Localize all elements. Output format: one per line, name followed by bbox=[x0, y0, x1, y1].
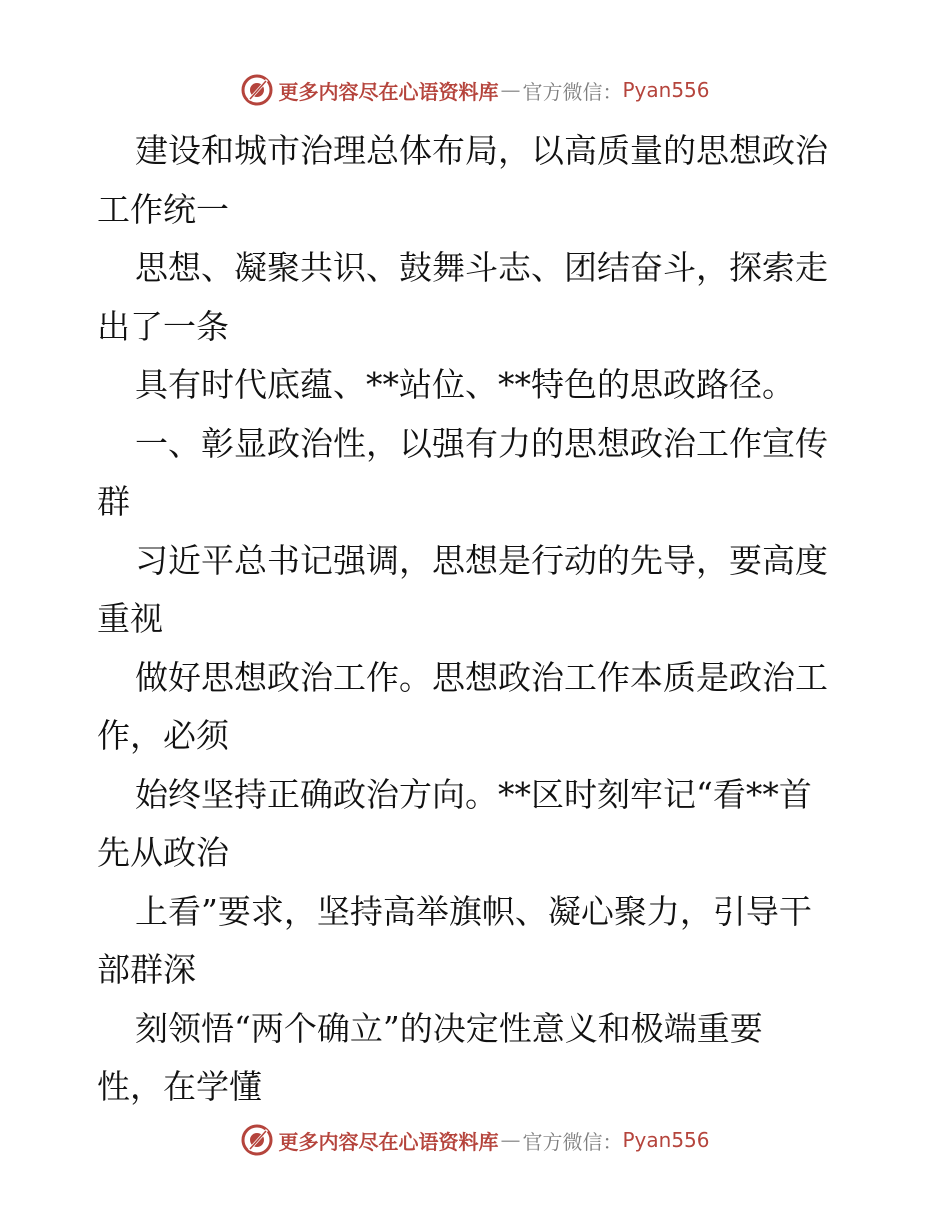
text-line: 性，在学懂 bbox=[97, 1067, 262, 1106]
banner-wechat-id: Pyan556 bbox=[622, 78, 710, 102]
text-line: 具有时代底蕴、**站位、**特色的思政路径。 bbox=[135, 365, 795, 404]
text-line: 建设和城市治理总体布局，以高质量的思想政治 bbox=[135, 131, 828, 170]
text-line: 重视 bbox=[97, 599, 163, 638]
banner-wechat-label: 官方微信： bbox=[522, 1129, 623, 1154]
text-line: 做好思想政治工作。思想政治工作本质是政治工 bbox=[135, 657, 828, 697]
banner-title: 更多内容尽在心语资料库 bbox=[278, 1129, 499, 1154]
footer-banner bbox=[0, 1120, 950, 1160]
text-line: 刻领悟“两个确立”的决定性意义和极端重要 bbox=[135, 1008, 763, 1048]
text-line: 作，必须 bbox=[97, 716, 229, 755]
banner-wechat-label: 官方微信： bbox=[522, 79, 623, 104]
section-heading-line: 群 bbox=[97, 482, 130, 521]
banner-dash: — bbox=[500, 1128, 521, 1152]
text-line: 始终坚持正确政治方向。**区时刻牢记“看**首 bbox=[135, 774, 812, 814]
text-line: 工作统一 bbox=[97, 189, 229, 229]
banner-wechat-id: Pyan556 bbox=[622, 1128, 710, 1152]
text-line: 上看”要求，坚持高举旗帜、凝心聚力，引导干 bbox=[135, 891, 812, 931]
brand-logo-icon bbox=[240, 73, 274, 107]
text-line: 出了一条 bbox=[97, 306, 229, 346]
banner-dash: — bbox=[500, 78, 521, 102]
text-line: 部群深 bbox=[97, 950, 196, 989]
header-banner bbox=[0, 70, 950, 110]
section-heading-line: 一、彰显政治性，以强有力的思想政治工作宣传 bbox=[135, 423, 828, 463]
brand-logo-icon bbox=[240, 1123, 274, 1157]
text-line: 先从政治 bbox=[97, 833, 229, 872]
document-body bbox=[97, 122, 857, 1117]
text-line: 习近平总书记强调，思想是行动的先导，要高度 bbox=[135, 540, 828, 580]
banner-title: 更多内容尽在心语资料库 bbox=[278, 79, 499, 104]
text-line: 思想、凝聚共识、鼓舞斗志、团结奋斗，探索走 bbox=[135, 248, 828, 287]
